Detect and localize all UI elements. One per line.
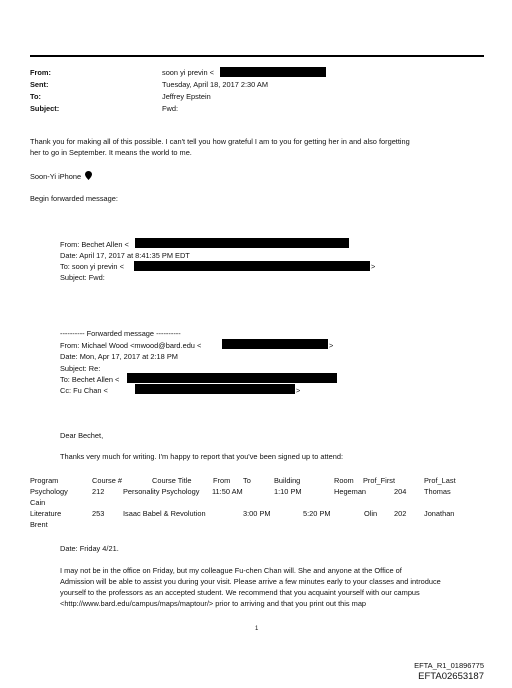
signature-text: Soon-Yi iPhone [30, 172, 82, 181]
fwd2-cc: Cc: Fu Chan < [60, 386, 108, 395]
to-label: To: [30, 92, 41, 101]
location-pin-icon [85, 171, 92, 180]
footer-id-1: EFTA_R1_01896775 [414, 661, 484, 670]
table-cell: 202 [394, 509, 407, 518]
fwd1-date: Date: April 17, 2017 at 8:41:35 PM EDT [60, 251, 190, 260]
page-number: 1 [255, 626, 259, 632]
redaction-bar [220, 67, 326, 77]
redaction-bar [222, 339, 328, 349]
table-cell: Olin [364, 509, 378, 518]
fwd2-separator: ---------- Forwarded message ---------- [60, 329, 181, 338]
fwd1-subject: Subject: Fwd: [60, 273, 105, 282]
table-header-prof-first: Prof_First [363, 476, 396, 485]
table-cell: 253 [92, 509, 105, 518]
letter-closing-line: <http://www.bard.edu/campus/maps/maptour/> prior to arriving and that you print out this map [60, 599, 367, 608]
header-rule [30, 55, 484, 57]
fwd1-from: From: Bechet Allen < [60, 240, 129, 249]
from-label: From: [30, 68, 51, 77]
table-cell: 204 [394, 487, 407, 496]
table-cell: Jonathan [424, 509, 455, 518]
table-cell: Cain [30, 498, 46, 507]
body-text-line: Thank you for making all of this possible. I can't tell you how grateful I am to you for getting her in and also forgetting [30, 137, 410, 146]
table-cell: 5:20 PM [303, 509, 331, 518]
sent-label: Sent: [30, 80, 49, 89]
to-value: Jeffrey Epstein [162, 92, 211, 101]
table-cell: Literature [30, 509, 62, 518]
table-header-course-number: Course # [92, 476, 122, 485]
begin-forwarded: Begin forwarded message: [30, 194, 118, 203]
fwd2-date: Date: Mon, Apr 17, 2017 at 2:18 PM [60, 352, 178, 361]
table-cell: Thomas [424, 487, 451, 496]
redaction-bar [135, 238, 349, 248]
fwd2-from: From: Michael Wood <mwood@bard.edu < [60, 341, 202, 350]
table-header-prof-last: Prof_Last [424, 476, 456, 485]
table-header-building: Building [274, 476, 301, 485]
redaction-bar [134, 261, 370, 271]
table-header-room: Room [334, 476, 354, 485]
subject-value: Fwd: [162, 104, 179, 113]
fwd2-to: To: Bechet Allen < [60, 375, 120, 384]
table-cell: 3:00 PM [243, 509, 271, 518]
table-header-to: To [243, 476, 251, 485]
table-cell: Hegeman [334, 487, 367, 496]
letter-date-line: Date: Friday 4/21. [60, 544, 119, 553]
table-header-from: From [213, 476, 231, 485]
fwd2-from-end: > [329, 341, 334, 350]
letter-greeting: Dear Bechet, [60, 431, 104, 440]
letter-closing-line: I may not be in the office on Friday, but my colleague Fu-chen Chan will. She and anyone at the Office of [60, 566, 402, 575]
redaction-bar [127, 373, 337, 383]
sent-value: Tuesday, April 18, 2017 2:30 AM [162, 80, 268, 89]
body-text-line: her to go in September. It means the world to me. [30, 148, 192, 157]
letter-closing-line: yourself to the professors as an accepted student. We recommend that you acquaint yourself with our campus [60, 588, 420, 597]
subject-label: Subject: [30, 104, 60, 113]
table-cell: Psychology [30, 487, 68, 496]
fwd2-subject: Subject: Re: [60, 364, 101, 373]
fwd2-cc-end: > [296, 386, 301, 395]
table-header-program: Program [30, 476, 59, 485]
letter-closing-line: Admission will be able to assist you during your visit. Please arrive a few minutes early to your classes and introduce [60, 577, 441, 586]
letter-intro: Thanks very much for writing. I'm happy to report that you've been signed up to attend: [60, 452, 343, 461]
table-cell: Personality Psychology [123, 487, 200, 496]
table-header-course-title: Course Title [152, 476, 192, 485]
redaction-bar [135, 384, 295, 394]
table-cell: 11:50 AM [212, 487, 243, 496]
footer-id-2: EFTA02653187 [418, 671, 484, 682]
signature [30, 171, 92, 181]
table-cell: Isaac Babel & Revolution [123, 509, 206, 518]
table-cell: 1:10 PM [274, 487, 302, 496]
fwd1-to: To: soon yi previn < [60, 262, 124, 271]
fwd1-to-end: > [371, 262, 376, 271]
from-value: soon yi previn < [162, 68, 214, 77]
table-cell: 212 [92, 487, 105, 496]
table-cell: Brent [30, 520, 48, 529]
